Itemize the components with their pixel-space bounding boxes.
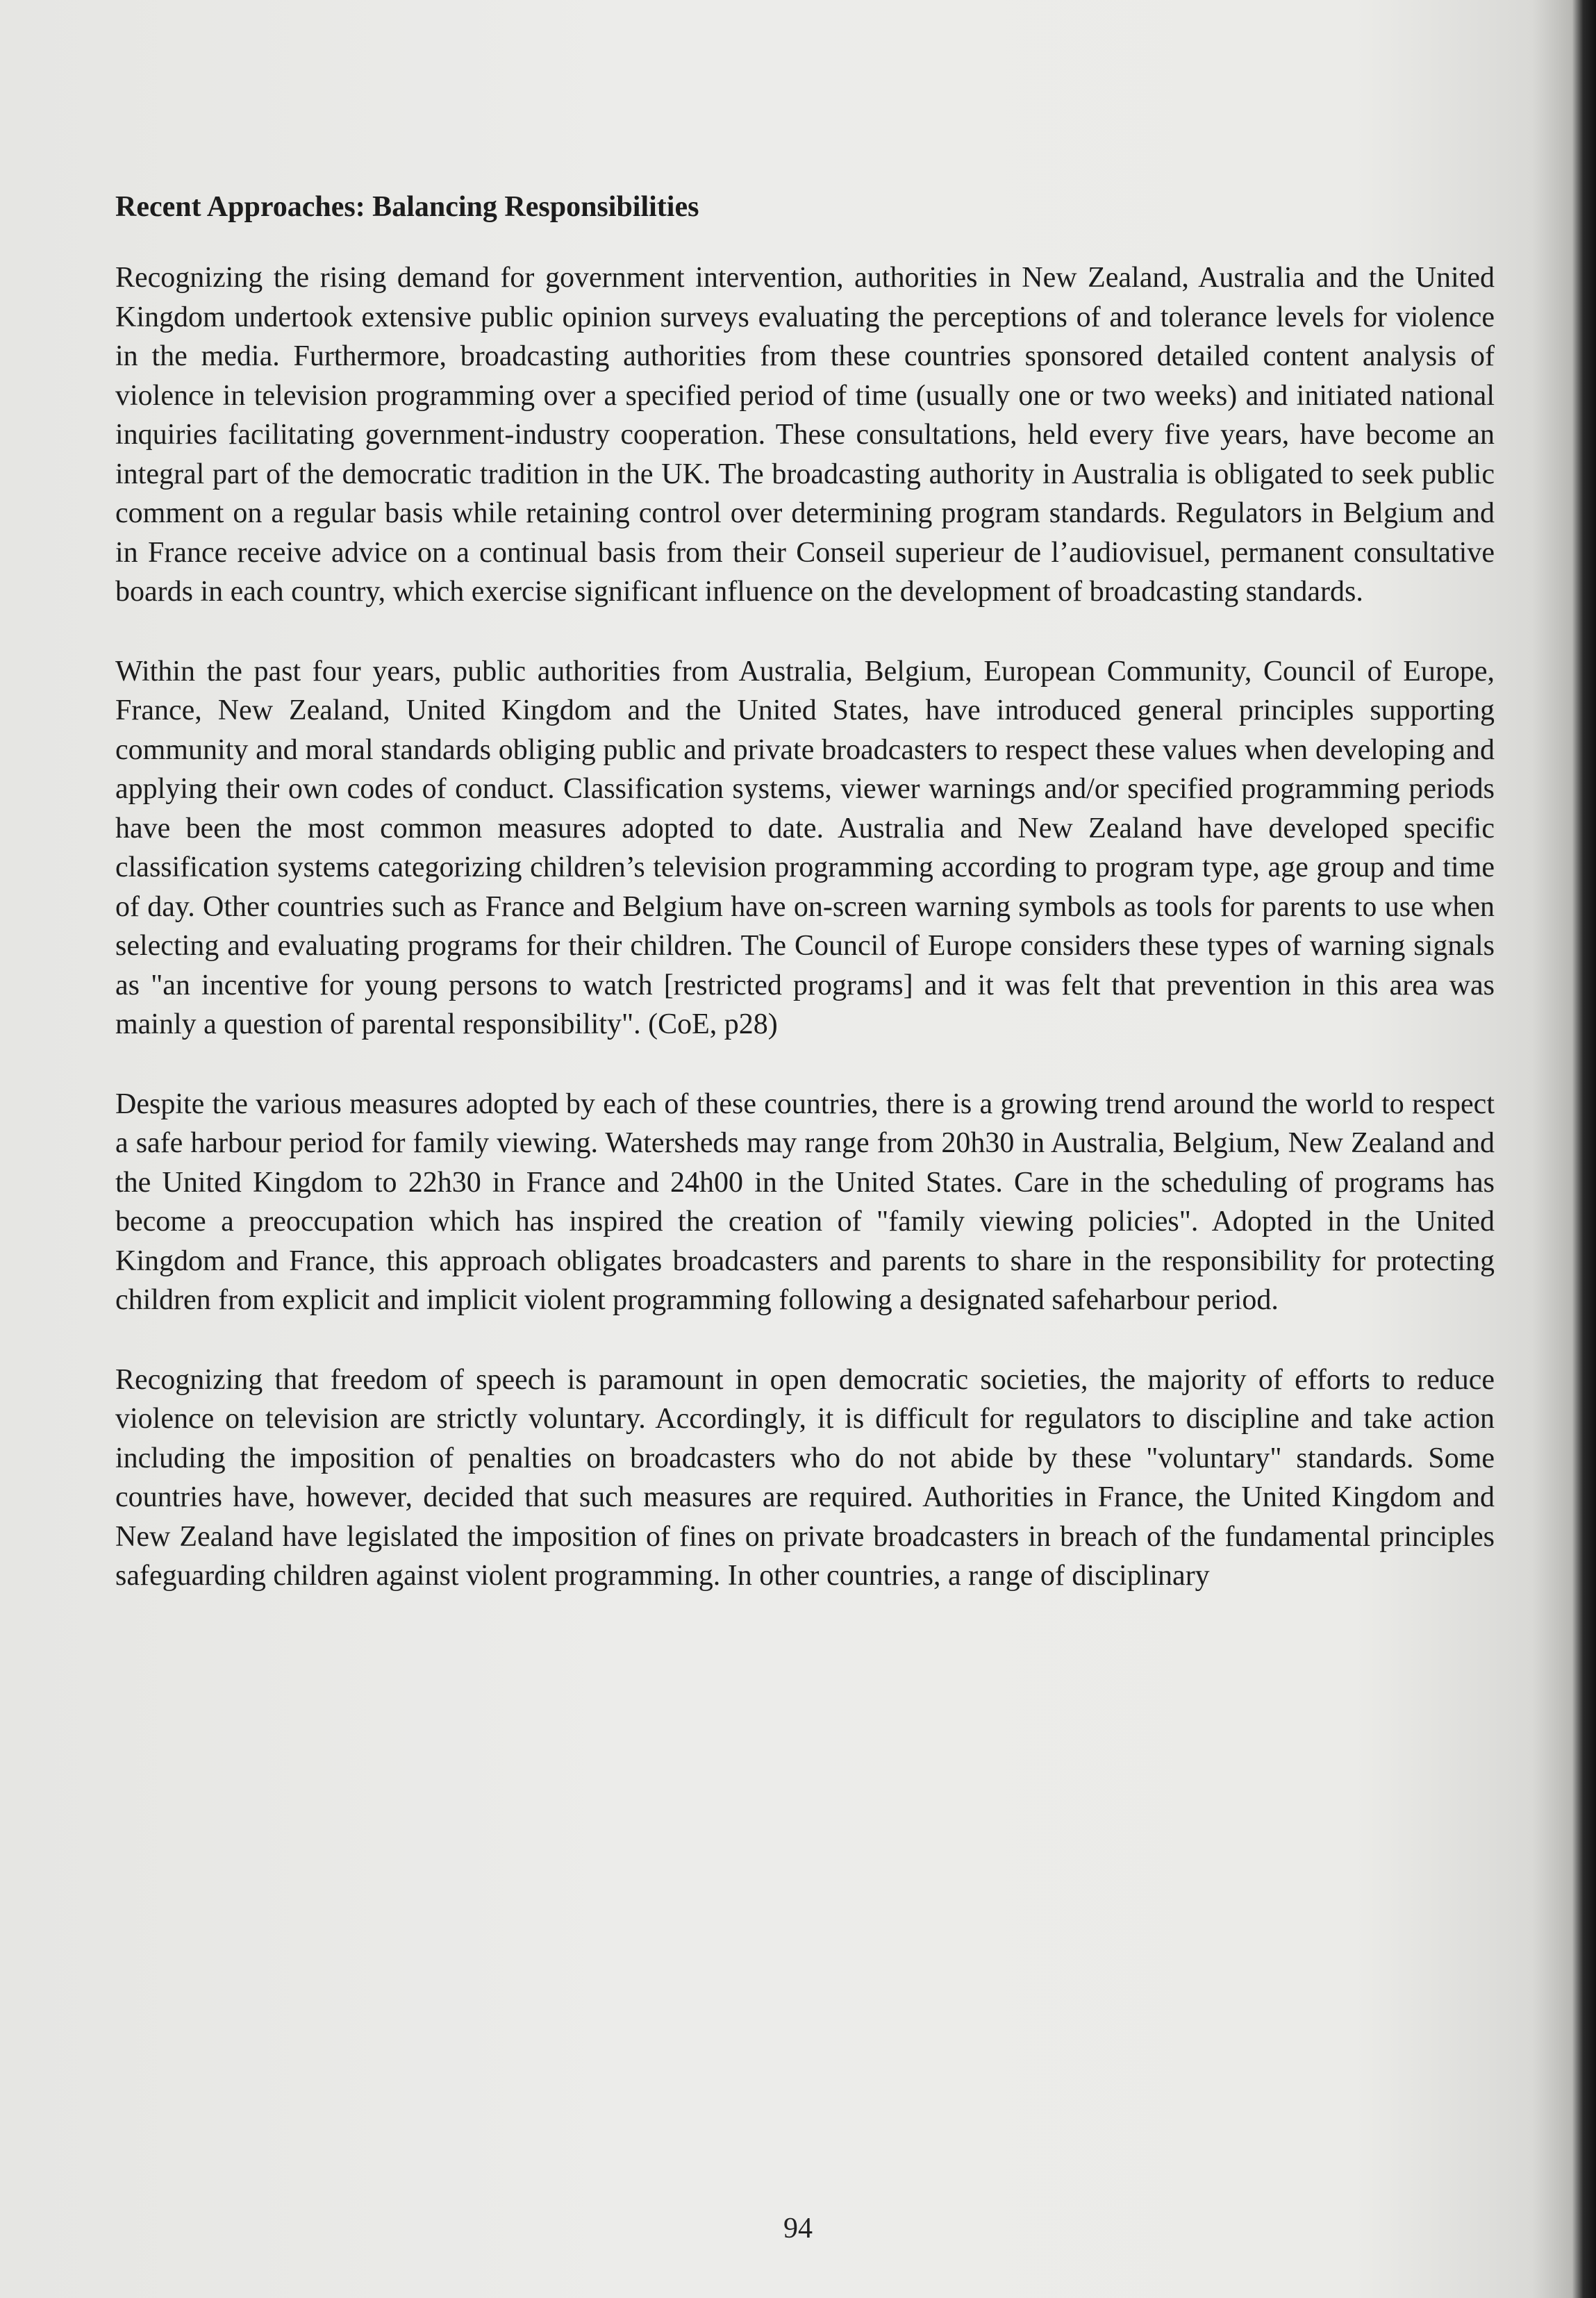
- paragraph-2: Within the past four years, public authorities from Australia, Belgium, European Community, Council of Europe, France, New Zealand, United Kingdom and the United States, have introduced general principles supporting community and moral standards obliging public and private broadcasters to respect these values when developing and applying their own codes of conduct. Classification systems, viewer warnings and/or specified programming periods have been the most common measures adopted to date. Australia and New Zealand have developed specific classification systems categorizing children’s television programming according to program type, age group and time of day. Other countries such as France and Belgium have on-screen warning symbols as tools for parents to use when selecting and evaluating programs for their children. The Council of Europe considers these types of warning signals as "an incentive for young persons to watch [restricted programs] and it was felt that prevention in this area was mainly a question of parental responsibility". (CoE, p28): [115, 655, 1495, 1040]
- page-number: 94: [783, 2213, 813, 2245]
- page-content: [115, 188, 1495, 1636]
- section-heading: Recent Approaches: Balancing Responsibilities: [115, 191, 699, 223]
- paragraph-1: Recognizing the rising demand for government intervention, authorities in New Zealand, Australia and the United Kingdom undertook extensive public opinion surveys evaluating the perceptions of and tolerance levels for violence in the media. Furthermore, broadcasting authorities from these countries sponsored detailed content analysis of violence in television programming over a specified period of time (usually one or two weeks) and initiated national inquiries facilitating government-industry cooperation. These consultations, held every five years, have become an integral part of the democratic tradition in the UK. The broadcasting authority in Australia is obligated to seek public comment on a regular basis while retaining control over determining program standards. Regulators in Belgium and in France receive advice on a continual basis from their Conseil superieur de l’audiovisuel, permanent consultative boards in each country, which exercise significant influence on the development of broadcasting standards.: [115, 262, 1495, 608]
- paragraph-4: Recognizing that freedom of speech is paramount in open democratic societies, the majority of efforts to reduce violence on television are strictly voluntary. Accordingly, it is difficult for regulators to discipline and take action including the imposition of penalties on broadcasters who do not abide by these "voluntary" standards. Some countries have, however, decided that such measures are required. Authorities in France, the United Kingdom and New Zealand have legislated the imposition of fines on private broadcasters in breach of the fundamental principles safeguarding children against violent programming. In other countries, a range of disciplinary: [115, 1363, 1495, 1592]
- paragraph-3: Despite the various measures adopted by each of these countries, there is a growing trend around the world to respect a safe harbour period for family viewing. Watersheds may range from 20h30 in Australia, Belgium, New Zealand and the United Kingdom to 22h30 in France and 24h00 in the United States. Care in the scheduling of programs has become a preoccupation which has inspired the creation of "family viewing policies". Adopted in the United Kingdom and France, this approach obligates broadcasters and parents to share in the responsibility for protecting children from explicit and implicit violent programming following a designated safeharbour period.: [115, 1088, 1495, 1316]
